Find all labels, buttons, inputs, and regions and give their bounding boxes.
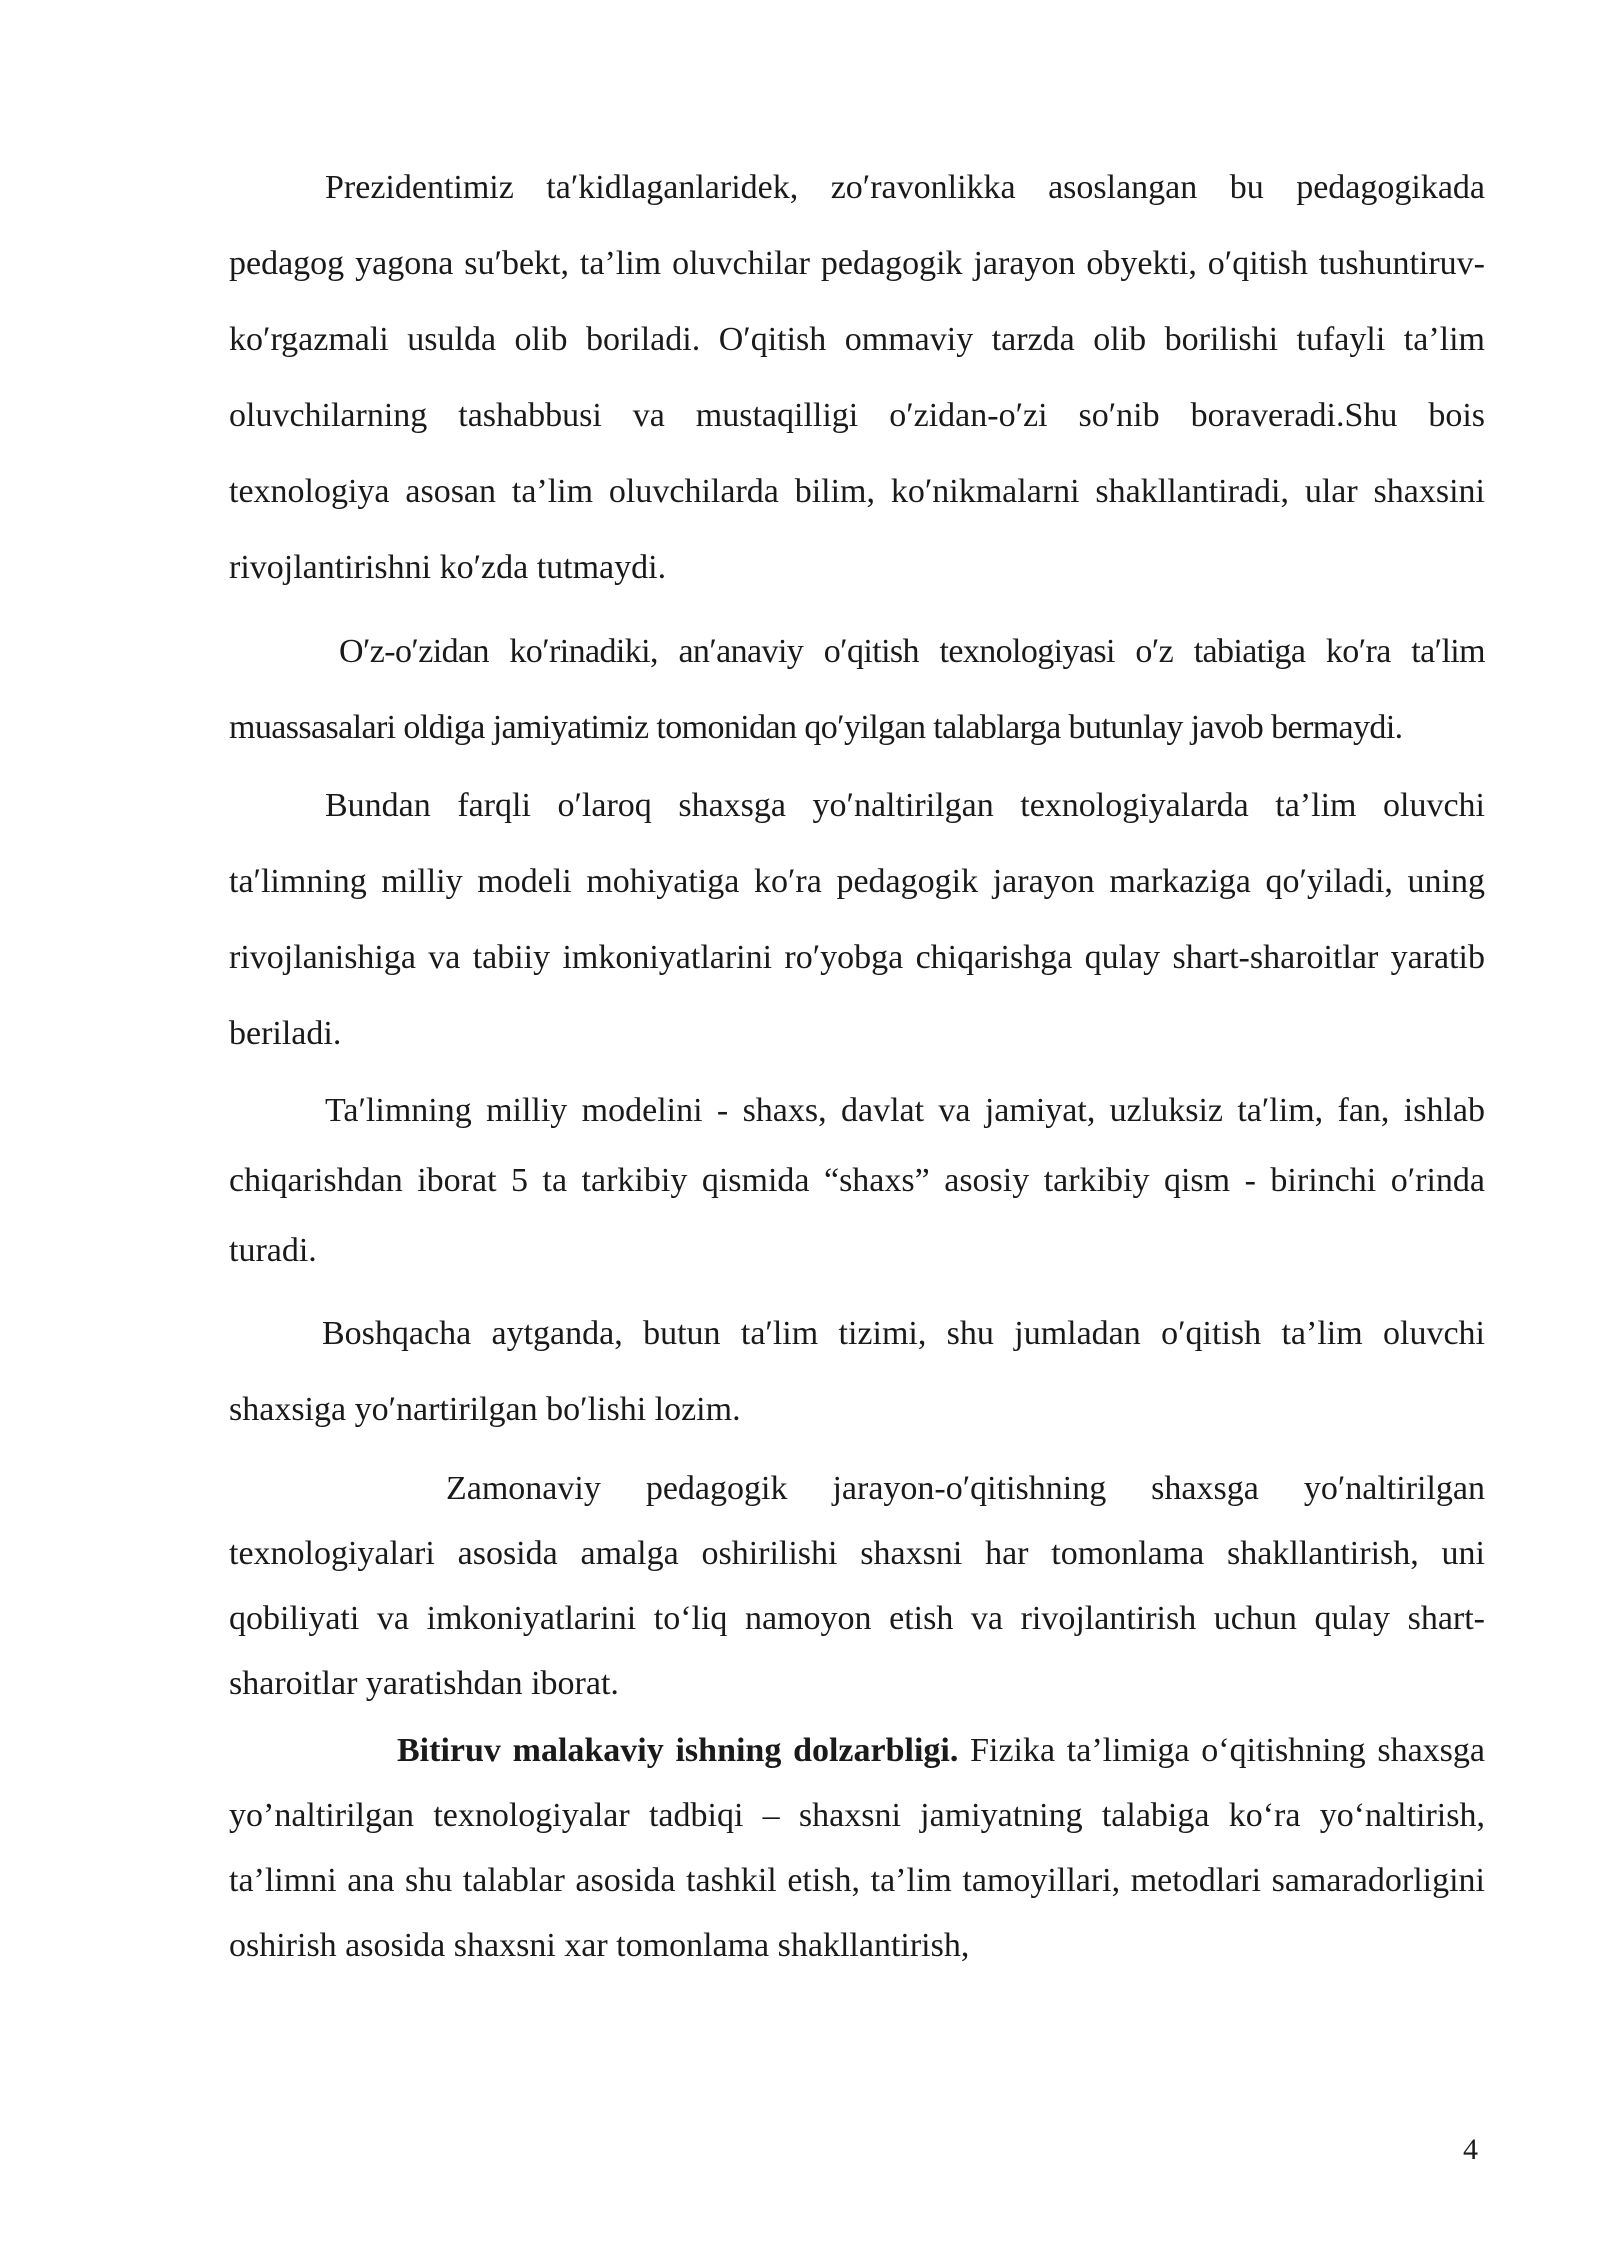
body-text	[229, 150, 1485, 1978]
paragraph-2: Oʹz-oʹzidan koʹrinadiki, anʹanaviy oʹqitish texnologiyasi oʹz tabiatiga koʹra taʹlim muassasalari oldiga jamiyatimiz tomonidan qoʹyilgan talablarga butunlay javob bermaydi.	[229, 633, 1485, 746]
paragraph-7	[229, 1718, 1485, 1978]
paragraph-5: Boshqacha aytganda, butun taʹlim tizimi, shu jumladan oʹqitish ta’lim oluvchi shaxsiga yoʹnartirilgan boʹlishi lozim.	[229, 1315, 1485, 1428]
paragraph-7-body: Fizika ta’limiga oʻqitishning shaxsga yo’naltirilgan texnologiyalar tadbiqi – shaxsni jamiyatning talabiga koʻra yoʻnaltirish, ta’limni ana shu talablar asosida tashkil etish, ta’lim tamoyillari, metodlari samaradorligini oshirish asosida shaxsni xar tomonlama shakllantirish,	[229, 1732, 1485, 1964]
paragraph-3: Bundan farqli oʹlaroq shaxsga yoʹnaltirilgan texnologiyalarda ta’lim oluvchi taʹlimning milliy modeli mohiyatiga koʹra pedagogik jarayon markaziga qoʹyiladi, uning rivojlanishiga va tabiiy imkoniyatlarini roʹyobga chiqarishga qulay shart-sharoitlar yaratib beriladi.	[229, 787, 1485, 1052]
paragraph-6: Zamonaviy pedagogik jarayon-oʹqitishning shaxsga yoʹnaltirilgan texnologiyalari asosida amalga oshirilishi shaxsni har tomonlama shakllantirish, uni qobiliyati va imkoniyatlarini toʻliq namoyon etish va rivojlantirish uchun qulay shart-sharoitlar yaratishdan iborat.	[229, 1470, 1485, 1702]
paragraph-4: Taʹlimning milliy modelini - shaxs, davlat va jamiyat, uzluksiz taʹlim, fan, ishlab chiqarishdan iborat 5 ta tarkibiy qismida “shaxs” asosiy tarkibiy qism - birinchi oʹrinda turadi.	[229, 1092, 1485, 1269]
paragraph-1: Prezidentimiz taʹkidlaganlaridek, zoʹravonlikka asoslangan bu pedagogikada pedagog yagona suʹbekt, ta’lim oluvchilar pedagogik jarayon obyekti, oʹqitish tushuntiruv-koʹrgazmali usulda olib boriladi. Oʹqitish ommaviy tarzda olib borilishi tufayli ta’lim oluvchilarning tashabbusi va mustaqilligi oʹzidan-oʹzi soʹnib boraveradi.Shu bois texnologiya asosan ta’lim oluvchilarda bilim, koʹnikmalarni shakllantiradi, ular shaxsini rivojlantirishni koʹzda tutmaydi.	[229, 169, 1485, 586]
section-heading-dolzarbligi: Bitiruv malakaviy ishning dolzarbligi.	[397, 1732, 959, 1769]
page-number: 4	[1463, 2133, 1478, 2166]
